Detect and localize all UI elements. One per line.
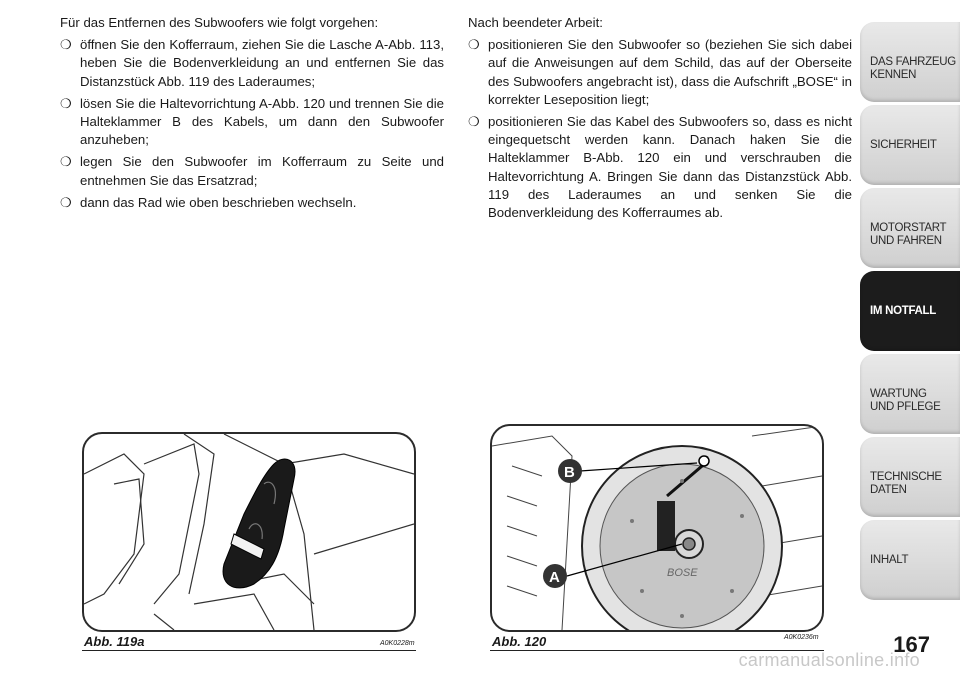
tab-im-notfall[interactable]: IM NOTFALL [860,271,960,351]
figure-caption: Abb. 120 [492,634,547,649]
list-item: ❍ dann das Rad wie oben beschrieben wechseln. [60,194,444,212]
svg-text:A: A [549,569,560,586]
figure-caption: Abb. 119a [84,634,145,649]
tab-technische-daten[interactable]: TECHNISCHE DATEN [860,437,960,517]
tab-motorstart-und-fahren[interactable]: MOTORSTART UND FAHREN [860,188,960,268]
bullet-icon: ❍ [60,154,72,170]
page-number: 167 [893,632,930,657]
bullet-icon: ❍ [60,194,72,210]
list-item: ❍ positionieren Sie das Kabel des Subwoofers so, dass es nicht eingequetscht werden kann. Danach haken Sie die Halteklammer B-Abb. 120 ein und verschrauben die Haltevorrichtung A. Bringen Sie dann das Distanzstück Abb. 119 des Laderaumes an und senken Sie die Bodenverkleidung des Kofferraumes ab. [468,114,852,221]
retainer-a-icon [683,538,695,550]
clip-b-icon [699,456,709,466]
figure-120 [490,424,824,632]
left-column [60,14,444,216]
right-intro: Nach beendeter Arbeit: [468,15,603,30]
caption-rule [82,650,416,651]
bullet-icon: ❍ [60,95,72,111]
chapter-sidebar [860,22,960,603]
cable-label-plate [657,501,675,551]
tab-sicherheit[interactable]: SICHERHEIT [860,105,960,185]
figure-119a [82,432,416,632]
list-item: ❍ lösen Sie die Haltevorrichtung A-Abb. 120 und trennen Sie die Halteklammer B des Kabels, um dann den Subwoofer anzuheben; [60,95,444,148]
tab-inhalt[interactable]: INHALT [860,520,960,600]
figure-code: A0K0236m [784,634,819,641]
figure-code: A0K0228m [380,640,415,647]
bullet-icon: ❍ [60,37,72,53]
bullet-icon: ❍ [468,37,480,53]
left-intro: Für das Entfernen des Subwoofers wie folgt vorgehen: [60,15,379,30]
list-item: ❍ öffnen Sie den Kofferraum, ziehen Sie die Lasche A-Abb. 113, heben Sie die Bodenverkleidung an und entfernen Sie das Distanzstück Abb. 119 des Laderaumes; [60,37,444,89]
brand-text: BOSE [667,567,698,579]
subwoofer-illustration [492,426,822,630]
tab-wartung-und-pflege[interactable]: WARTUNG UND PFLEGE [860,354,960,434]
bullet-icon: ❍ [468,114,480,130]
trunk-illustration [84,434,414,630]
svg-text:B: B [564,464,575,481]
tab-das-fahrzeug-kennen[interactable]: DAS FAHRZEUG KENNEN [860,22,960,102]
list-item: ❍ legen Sie den Subwoofer im Kofferraum zu Seite und entnehmen Sie das Ersatzrad; [60,154,444,188]
right-column [468,14,852,226]
watermark: carmanualsonline.info [738,650,920,670]
list-item: ❍ positionieren Sie den Subwoofer so (beziehen Sie sich dabei auf die Anweisungen auf dem Schild, das auf der Oberseite des Subwoofers angebracht ist), dass die Aufschrift „BOSE“ in korrekter Leseposition liegt; [468,37,852,107]
